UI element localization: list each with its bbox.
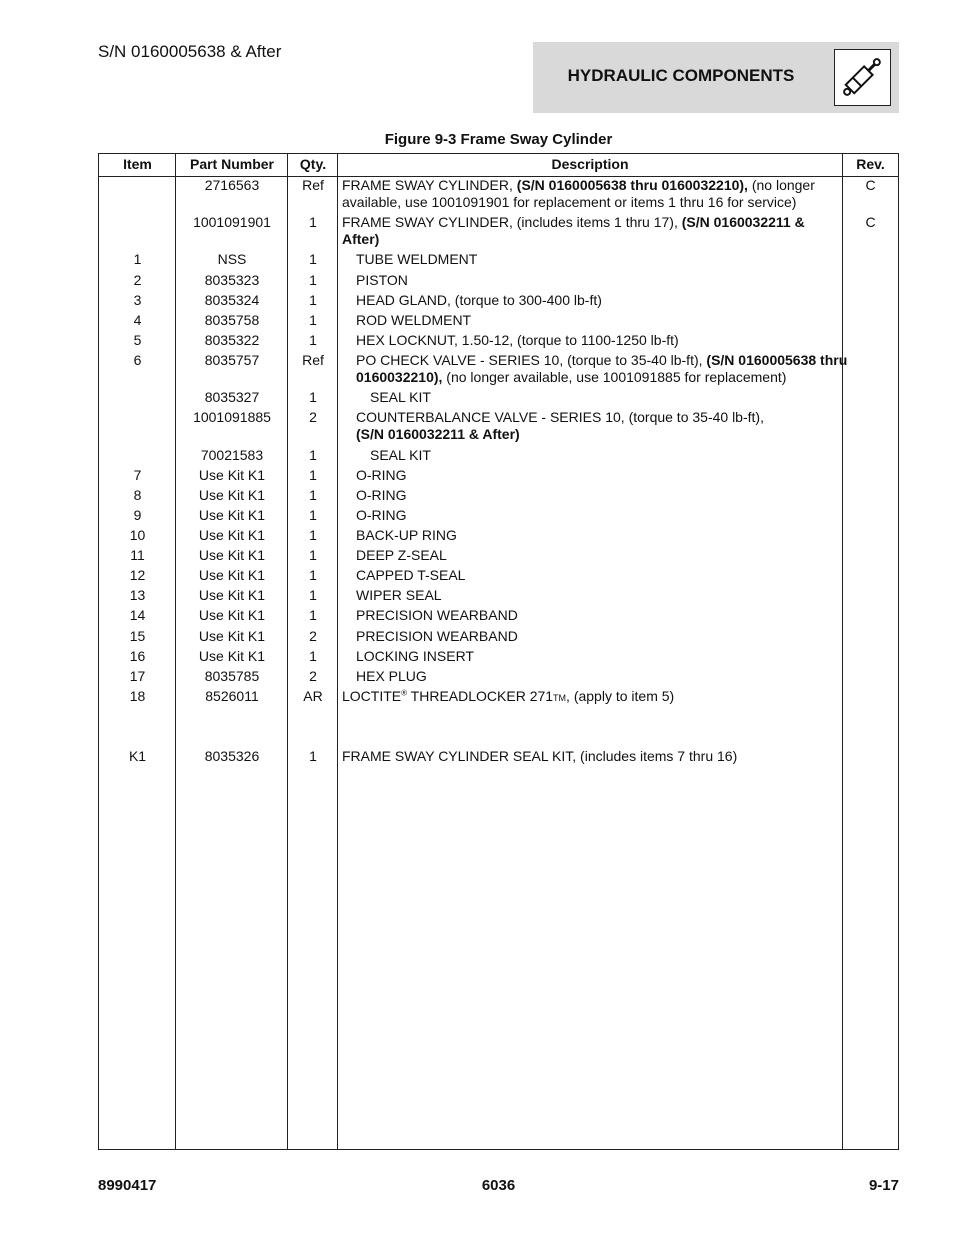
part-number-cell: 8035758: [204, 312, 260, 328]
item-cell: 8: [133, 487, 142, 503]
description-cell: FRAME SWAY CYLINDER SEAL KIT, (includes items 7 thru 16): [342, 748, 738, 764]
qty-cell: 2: [309, 668, 317, 684]
part-number-cell: Use Kit K1: [198, 467, 266, 483]
description-cell: FRAME SWAY CYLINDER, (includes items 1 thru 17), (S/N 0160032211 & After): [342, 214, 805, 247]
item-cell: 5: [133, 332, 142, 348]
description-cell: TUBE WELDMENT: [356, 251, 478, 267]
footer-page-number: 9-17: [868, 1177, 899, 1194]
part-number-cell: Use Kit K1: [198, 487, 266, 503]
description-cell: SEAL KIT: [370, 389, 431, 405]
description-cell: CAPPED T-SEAL: [356, 567, 466, 583]
description-cell: LOCKING INSERT: [356, 648, 474, 664]
part-number-cell: 8035323: [204, 272, 260, 288]
qty-cell: 1: [309, 607, 317, 623]
part-number-cell: Use Kit K1: [198, 527, 266, 543]
item-cell: 7: [133, 467, 142, 483]
column-header-item: Item: [123, 156, 152, 172]
item-cell: 6: [133, 352, 142, 368]
qty-cell: 1: [309, 251, 317, 267]
hydraulic-cylinder-icon: [834, 49, 891, 106]
qty-cell: 1: [309, 527, 317, 543]
column-header-description: Description: [551, 156, 629, 172]
description-cell: ROD WELDMENT: [356, 312, 472, 328]
description-cell: SEAL KIT: [370, 447, 431, 463]
part-number-cell: 2716563: [204, 177, 260, 193]
figure-title: Figure 9-3 Frame Sway Cylinder: [384, 131, 613, 148]
part-number-cell: 8035327: [204, 389, 260, 405]
description-cell: HEAD GLAND, (torque to 300-400 lb-ft): [356, 292, 602, 308]
description-cell: PO CHECK VALVE - SERIES 10, (torque to 35-40 lb-ft), (S/N 0160005638 thru 0160032210), (no longer available, use 1001091885 for replacement): [356, 352, 848, 385]
part-number-cell: Use Kit K1: [198, 628, 266, 644]
serial-range: S/N 0160005638 & After: [98, 42, 282, 61]
qty-cell: Ref: [302, 352, 324, 368]
part-number-cell: Use Kit K1: [198, 567, 266, 583]
part-number-cell: Use Kit K1: [198, 648, 266, 664]
part-number-cell: Use Kit K1: [198, 507, 266, 523]
part-number-cell: 8035757: [204, 352, 260, 368]
column-header-qty: Qty.: [299, 156, 327, 172]
qty-cell: 1: [309, 587, 317, 603]
section-title: HYDRAULIC COMPONENTS: [567, 66, 795, 85]
description-cell: PISTON: [356, 272, 408, 288]
description-cell: O-RING: [356, 507, 407, 523]
qty-cell: 1: [309, 648, 317, 664]
description-cell: WIPER SEAL: [356, 587, 442, 603]
qty-cell: 1: [309, 487, 317, 503]
item-cell: 13: [129, 587, 146, 603]
item-cell: 1: [133, 251, 142, 267]
qty-cell: 2: [309, 409, 317, 425]
description-cell: O-RING: [356, 467, 407, 483]
item-cell: 18: [129, 688, 146, 704]
footer-document-number: 8990417: [98, 1177, 157, 1194]
description-cell: HEX LOCKNUT, 1.50-12, (torque to 1100-1250 lb-ft): [356, 332, 679, 348]
description-cell: O-RING: [356, 487, 407, 503]
description-cell: COUNTERBALANCE VALVE - SERIES 10, (torque to 35-40 lb-ft), (S/N 0160032211 & After): [356, 409, 764, 442]
part-number-cell: 1001091885: [193, 409, 271, 425]
part-number-cell: NSS: [217, 251, 247, 267]
description-cell: PRECISION WEARBAND: [356, 628, 518, 644]
item-cell: 16: [129, 648, 146, 664]
part-number-cell: 70021583: [200, 447, 264, 463]
qty-cell: 1: [309, 547, 317, 563]
column-header-part-number: Part Number: [189, 156, 275, 172]
part-number-cell: Use Kit K1: [198, 587, 266, 603]
qty-cell: 1: [309, 748, 317, 764]
qty-cell: 1: [309, 447, 317, 463]
qty-cell: 1: [309, 567, 317, 583]
qty-cell: Ref: [302, 177, 324, 193]
item-cell: 10: [129, 527, 146, 543]
rev-cell: C: [865, 177, 876, 193]
section-banner: [533, 42, 899, 113]
description-cell: BACK-UP RING: [356, 527, 457, 543]
item-cell: 9: [133, 507, 142, 523]
item-cell: 15: [129, 628, 146, 644]
qty-cell: 1: [309, 292, 317, 308]
qty-cell: AR: [303, 688, 323, 704]
qty-cell: 1: [309, 507, 317, 523]
part-number-cell: Use Kit K1: [198, 547, 266, 563]
qty-cell: 1: [309, 214, 317, 230]
description-cell: HEX PLUG: [356, 668, 427, 684]
part-number-cell: 8526011: [205, 688, 259, 704]
item-cell: 14: [129, 607, 146, 623]
description-cell: FRAME SWAY CYLINDER, (S/N 0160005638 thru 0160032210), (no longer available, use 1001091901 for replacement or items 1 thru 16 for service): [342, 177, 815, 210]
rev-cell: C: [865, 214, 876, 230]
qty-cell: 2: [309, 628, 317, 644]
part-number-cell: 1001091901: [193, 214, 271, 230]
part-number-cell: Use Kit K1: [198, 607, 266, 623]
item-cell: 12: [129, 567, 146, 583]
item-cell: 11: [130, 547, 145, 563]
parts-table: [98, 153, 899, 1150]
item-cell: 17: [129, 668, 146, 684]
qty-cell: 1: [309, 312, 317, 328]
column-header-rev: Rev.: [856, 156, 885, 172]
description-cell: PRECISION WEARBAND: [356, 607, 518, 623]
footer-model: 6036: [481, 1177, 516, 1194]
qty-cell: 1: [309, 272, 317, 288]
qty-cell: 1: [309, 332, 317, 348]
part-number-cell: 8035322: [204, 332, 260, 348]
qty-cell: 1: [309, 389, 317, 405]
qty-cell: 1: [309, 467, 317, 483]
item-cell: 2: [133, 272, 142, 288]
part-number-cell: 8035324: [204, 292, 260, 308]
description-cell: DEEP Z-SEAL: [356, 547, 447, 563]
part-number-cell: 8035785: [204, 668, 260, 684]
description-cell: LOCTITE® THREADLOCKER 271TM, (apply to item 5): [342, 688, 675, 704]
item-cell: K1: [128, 748, 147, 764]
item-cell: 4: [133, 312, 142, 328]
item-cell: 3: [133, 292, 142, 308]
part-number-cell: 8035326: [204, 748, 260, 764]
